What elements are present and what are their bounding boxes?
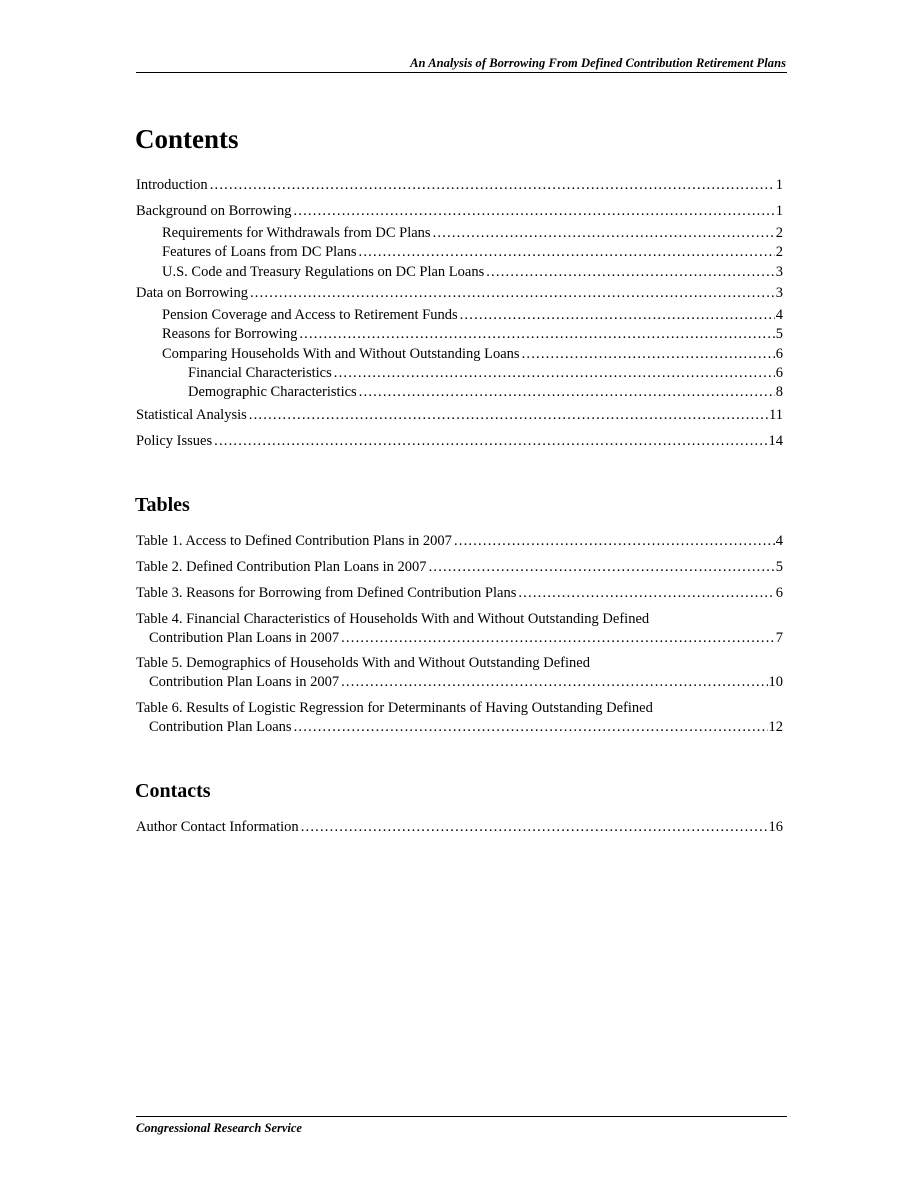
toc-page-number: 11 — [769, 407, 783, 423]
toc-entry-table-4[interactable] — [136, 610, 783, 648]
toc-entry-label-continued: Contribution Plan Loans in 2007 — [149, 674, 340, 690]
contents-heading: Contents — [135, 124, 239, 154]
dot-leader — [249, 406, 768, 425]
toc-page-number: 3 — [775, 285, 783, 301]
toc-entry-label: U.S. Code and Treasury Regulations on DC Plan Loans — [162, 264, 485, 280]
dot-leader — [359, 383, 775, 402]
toc-entry-table-3[interactable] — [136, 584, 783, 603]
toc-entry-requirements-for-withdrawals[interactable] — [136, 224, 783, 243]
toc-entry-label: Policy Issues — [136, 433, 213, 449]
dot-leader — [293, 202, 774, 221]
toc-entry-label: Comparing Households With and Without Outstanding Loans — [162, 346, 520, 362]
toc-page-number: 10 — [768, 674, 783, 690]
toc-entry-data-on-borrowing[interactable] — [136, 284, 783, 303]
toc-entry-label: Demographic Characteristics — [188, 384, 357, 400]
dot-leader — [294, 718, 768, 737]
dot-leader — [341, 673, 767, 692]
toc-entry-financial-characteristics[interactable] — [136, 364, 783, 383]
dot-leader — [214, 432, 767, 451]
toc-entry-demographic-characteristics[interactable] — [136, 383, 783, 402]
toc-page-number: 1 — [775, 203, 783, 219]
toc-page-number: 12 — [768, 719, 783, 735]
dot-leader — [429, 558, 775, 577]
header-rule — [136, 72, 787, 73]
toc-entry-table-5[interactable] — [136, 654, 783, 692]
toc-entry-comparing-households[interactable] — [136, 345, 783, 364]
toc-page-number: 2 — [775, 244, 783, 260]
dot-leader — [433, 224, 775, 243]
toc-entry-statistical-analysis[interactable] — [136, 406, 783, 425]
toc-page-number: 5 — [775, 559, 783, 575]
toc-entry-label: Background on Borrowing — [136, 203, 292, 219]
dot-leader — [334, 364, 775, 383]
toc-page-number: 2 — [775, 225, 783, 241]
tables-heading: Tables — [135, 494, 190, 516]
running-footer: Congressional Research Service — [136, 1121, 302, 1135]
toc-entry-label: Statistical Analysis — [136, 407, 247, 423]
toc-entry-label: Table 1. Access to Defined Contribution Plans in 2007 — [136, 533, 452, 549]
dot-leader — [359, 243, 775, 262]
toc-page-number: 6 — [775, 365, 783, 381]
toc-page-number: 1 — [775, 177, 783, 193]
toc-entry-label: Requirements for Withdrawals from DC Plans — [162, 225, 431, 241]
dot-leader — [518, 584, 774, 603]
toc-entry-label: Author Contact Information — [136, 819, 299, 835]
toc-entry-label: Features of Loans from DC Plans — [162, 244, 357, 260]
toc-page-number: 6 — [775, 346, 783, 362]
toc-entry-label: Data on Borrowing — [136, 285, 248, 301]
toc-entry-label-continued: Contribution Plan Loans — [149, 719, 292, 735]
toc-entry-table-2[interactable] — [136, 558, 783, 577]
dot-leader — [522, 345, 775, 364]
toc-page-number: 4 — [775, 307, 783, 323]
toc-entry-label: Financial Characteristics — [188, 365, 332, 381]
dot-leader — [210, 176, 775, 195]
toc-entry-label: Table 6. Results of Logistic Regression for Determinants of Having Outstanding Defined — [136, 700, 653, 716]
dot-leader — [250, 284, 775, 303]
contacts-heading: Contacts — [135, 780, 211, 802]
toc-page-number: 8 — [775, 384, 783, 400]
toc-entry-us-code-and-treasury-regulations[interactable] — [136, 263, 783, 282]
toc-entry-label: Table 3. Reasons for Borrowing from Defined Contribution Plans — [136, 585, 517, 601]
toc-entry-features-of-loans[interactable] — [136, 243, 783, 262]
dot-leader — [454, 532, 775, 551]
toc-entry-label: Table 5. Demographics of Households With and Without Outstanding Defined — [136, 655, 590, 671]
toc-entry-pension-coverage[interactable] — [136, 306, 783, 325]
footer-rule — [136, 1116, 787, 1117]
toc-entry-label: Introduction — [136, 177, 208, 193]
toc-entry-label: Reasons for Borrowing — [162, 326, 298, 342]
dot-leader — [486, 263, 775, 282]
toc-entry-table-1[interactable] — [136, 532, 783, 551]
toc-entry-introduction[interactable] — [136, 176, 783, 195]
toc-page-number: 6 — [775, 585, 783, 601]
toc-page-number: 16 — [768, 819, 783, 835]
dot-leader — [341, 629, 775, 648]
toc-entry-author-contact-information[interactable] — [136, 818, 783, 837]
dot-leader — [301, 818, 768, 837]
dot-leader — [299, 325, 774, 344]
toc-entry-reasons-for-borrowing[interactable] — [136, 325, 783, 344]
toc-entry-background-on-borrowing[interactable] — [136, 202, 783, 221]
toc-entry-label: Pension Coverage and Access to Retirement Funds — [162, 307, 458, 323]
toc-page-number: 7 — [775, 630, 783, 646]
toc-page-number: 4 — [775, 533, 783, 549]
toc-entry-label: Table 4. Financial Characteristics of Households With and Without Outstanding Defined — [136, 611, 650, 627]
toc-page-number: 14 — [768, 433, 783, 449]
running-header: An Analysis of Borrowing From Defined Contribution Retirement Plans — [410, 56, 786, 70]
toc-entry-policy-issues[interactable] — [136, 432, 783, 451]
toc-entry-label-continued: Contribution Plan Loans in 2007 — [149, 630, 340, 646]
toc-page-number: 5 — [775, 326, 783, 342]
toc-entry-table-6[interactable] — [136, 699, 783, 737]
toc-page-number: 3 — [775, 264, 783, 280]
toc-entry-label: Table 2. Defined Contribution Plan Loans in 2007 — [136, 559, 427, 575]
dot-leader — [460, 306, 775, 325]
